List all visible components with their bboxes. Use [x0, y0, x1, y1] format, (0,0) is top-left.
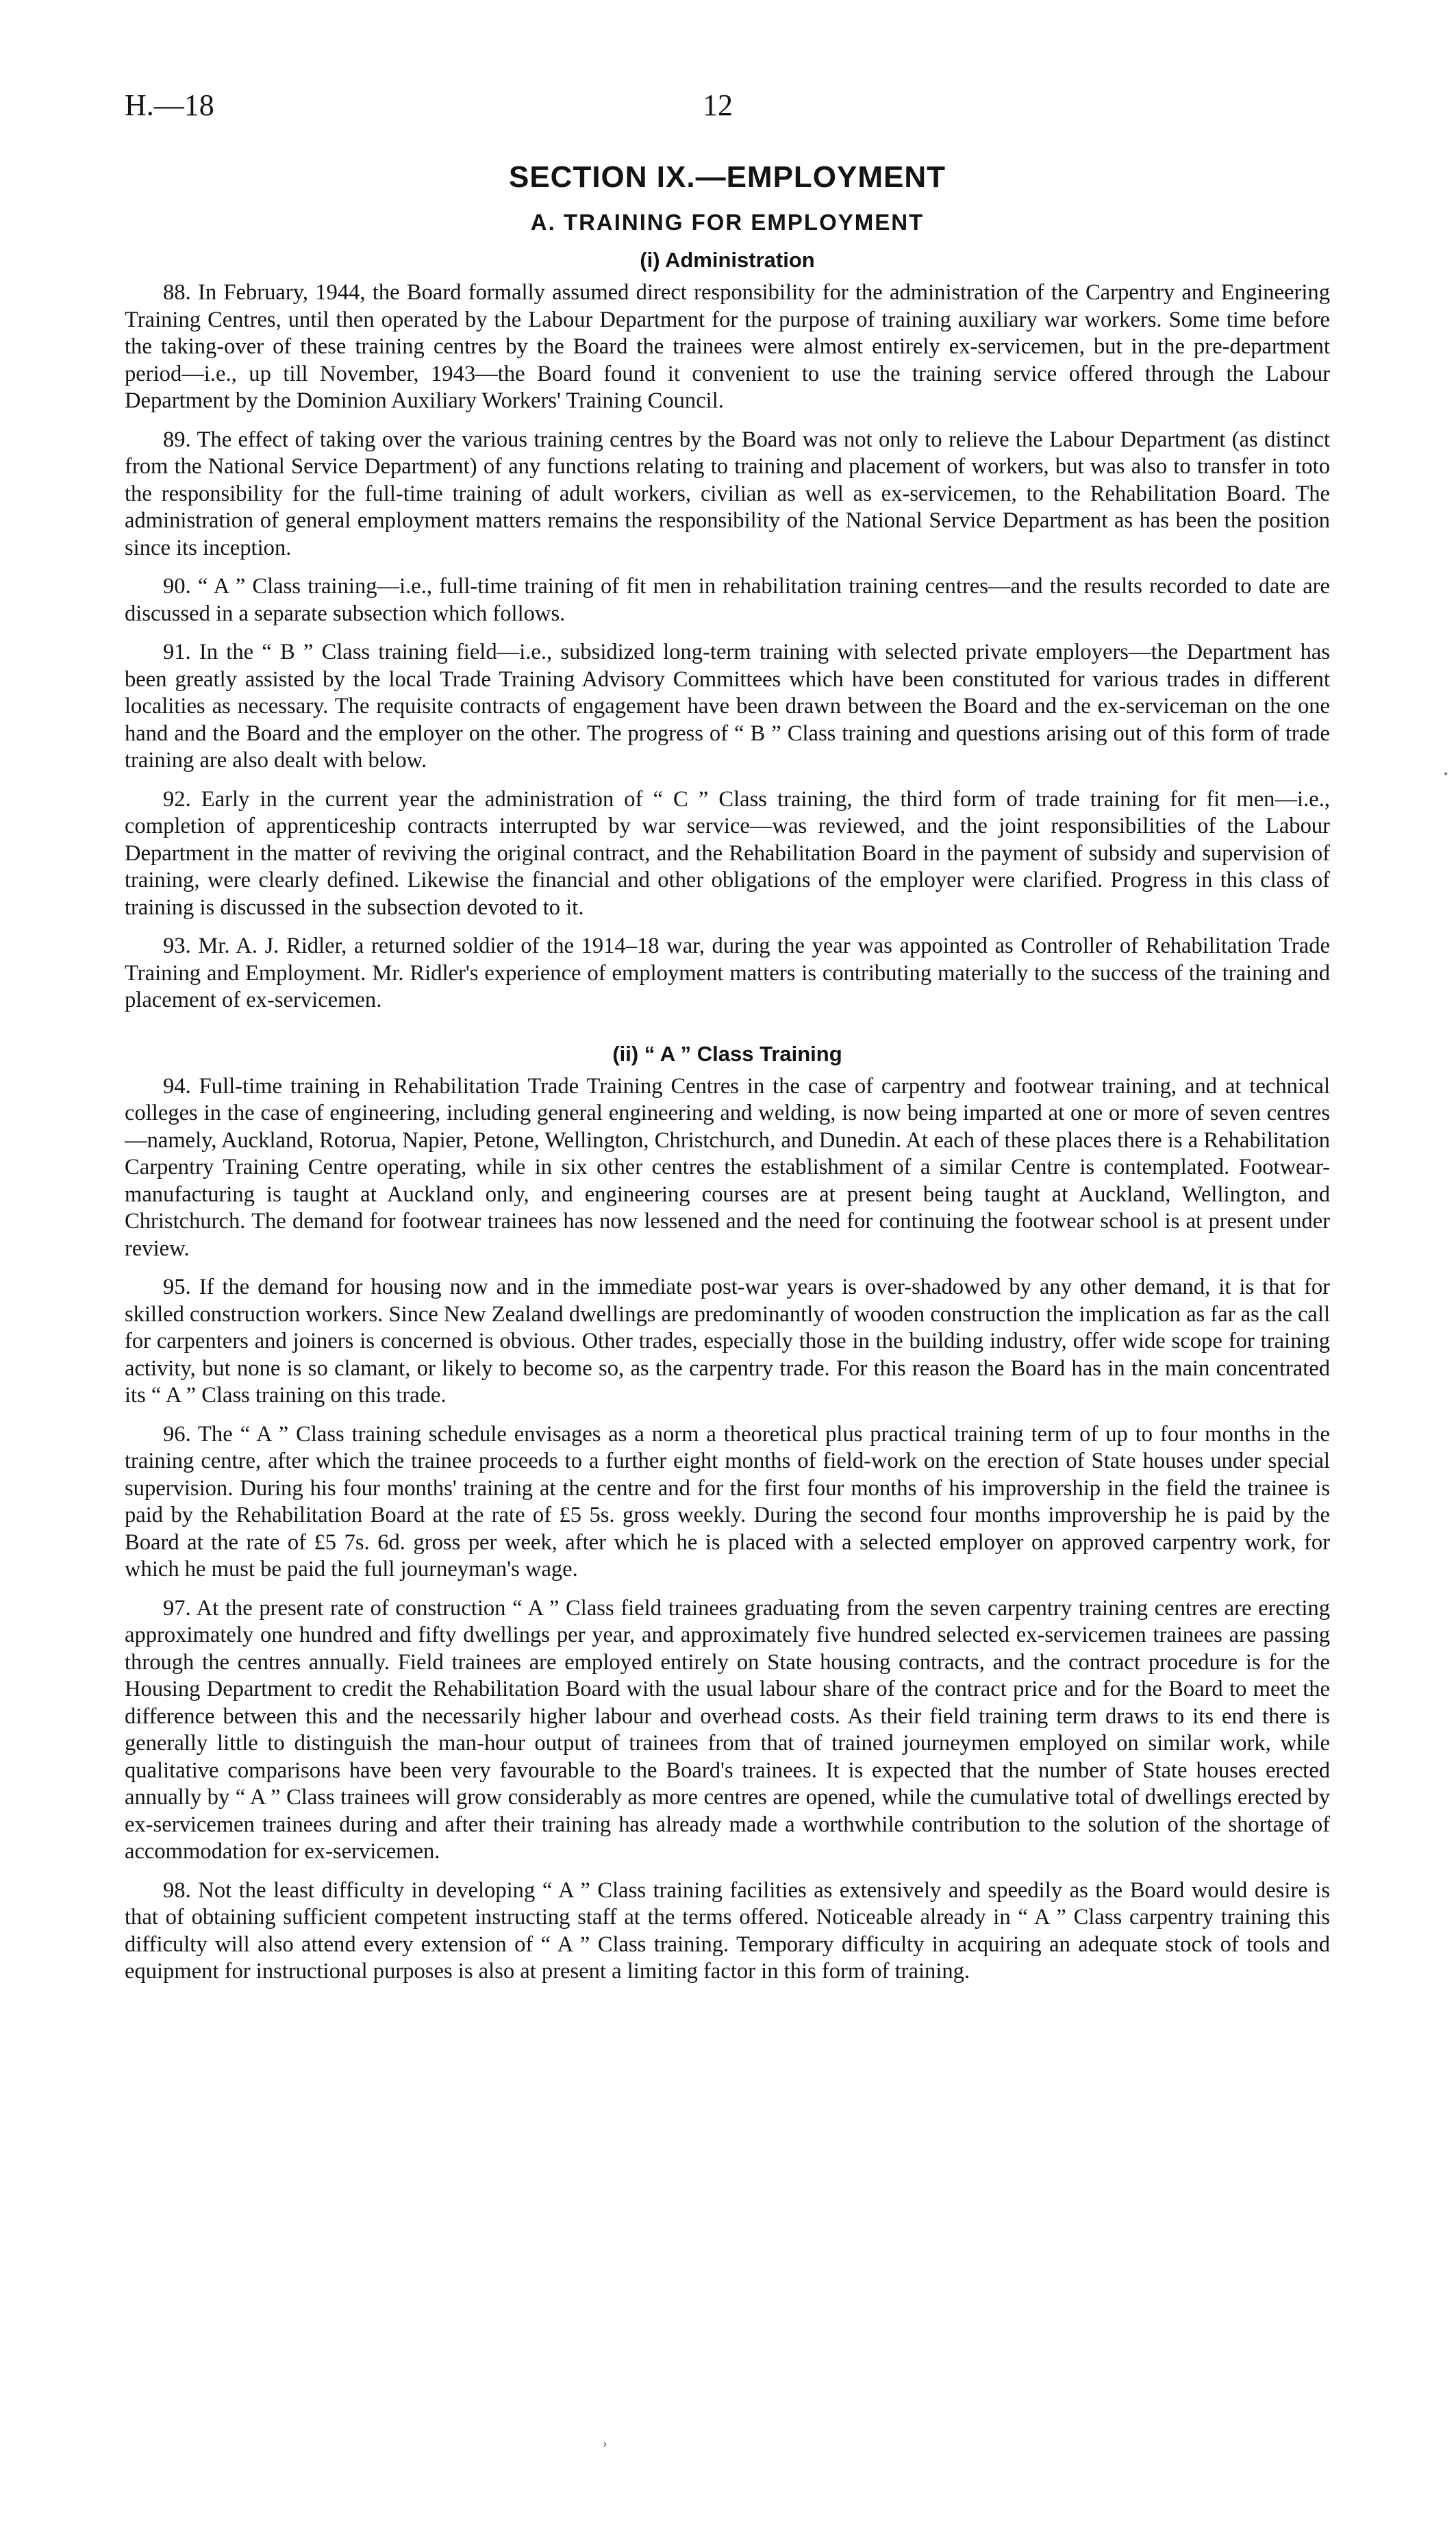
paragraph-89: 89. The effect of taking over the various training centres by the Board was not only to relieve the Labour Department (as distinct from the National Service Department) of any functions relating to training and placement of workers, but was also to transfer in toto the responsibility for the full-time training of adult workers, civilian as well as ex-servicemen, to the Rehabilitation Board. The administration of general employment matters remains the responsibility of the National Service Department as has been the position since its inception.: [125, 427, 1330, 560]
paragraph-93: 93. Mr. A. J. Ridler, a returned soldier of the 1914–18 war, during the year was appointed as Controller of Rehabilitation Trade Training and Employment. Mr. Ridler's experience of employment matters is contributing materially to the success of the training and placement of ex-servicemen.: [125, 934, 1330, 1012]
paragraph-96: 96. The “ A ” Class training schedule envisages as a norm a theoretical plus practical training term of up to four months in the training centre, after which the trainee proceeds to a further eight months of field-work on the erection of State houses under special supervision. During his four months' training at the centre and for the first four months of his improvership in the field the trainee is paid by the Rehabilitation Board at the rate of £5 5s. gross weekly. During the second four months improvership he is paid by the Board at the rate of £5 7s. 6d. gross per week, after which he is placed with a selected employer on approved carpentry work, for which he must be paid the full journeyman's wage.: [125, 1421, 1330, 1582]
page-number: 12: [703, 88, 733, 122]
document-page: [125, 88, 1330, 1997]
subsection-a-class-training: [125, 1042, 1330, 1986]
margin-mark: •: [1444, 767, 1448, 781]
section-subtitle: A. TRAINING FOR EMPLOYMENT: [530, 210, 925, 235]
subsection-heading: (ii) “ A ” Class Training: [612, 1041, 842, 1066]
paragraph-88: 88. In February, 1944, the Board formally assumed direct responsibility for the administration of the Carpentry and Engineering Training Centres, until then operated by the Labour Department for the purpose of training auxiliary war workers. Some time before the taking-over of these training centres by the Board the trainees were almost entirely ex-servicemen, but in the pre-department period—i.e., up till November, 1943—the Board found it convenient to use the training service offered through the Labour Department by the Dominion Auxiliary Workers' Training Council.: [125, 280, 1330, 413]
paragraph-97: 97. At the present rate of construction “ A ” Class field trainees graduating from the seven carpentry training centres are erecting approximately one hundred and fifty dwellings per year, and approximately five hundred selected ex-servicemen trainees are passing through the centres annually. Field trainees are employed entirely on State housing contracts, and the contract procedure is for the Housing Department to credit the Rehabilitation Board with the usual labour share of the contract price and for the Board to meet the difference between this and the necessarily higher labour and overhead costs. As their field training term draws to its end there is generally little to distinguish the man-hour output of trainees from that of trained journeymen employed on similar work, while qualitative comparisons have been very favourable to the Board's trainees. It is expected that the number of State houses erected annually by “ A ” Class trainees will grow considerably as more centres are opened, while the cumulative total of dwellings erected by ex-servicemen trainees during and after their training has already made a worthwhile contribution to the solution of the shortage of accommodation for ex-servicemen.: [125, 1595, 1330, 1864]
paragraph-95: 95. If the demand for housing now and in the immediate post-war years is over-shadowed by any other demand, it is that for skilled construction workers. Since New Zealand dwellings are predominantly of wooden construction the implication as far as the call for carpenters and joiners is concerned is obvious. Other trades, especially those in the building industry, offer wide scope for training activity, but none is so clamant, or likely to become so, as the carpentry trade. For this reason the Board has in the main concentrated its “ A ” Class training on this trade.: [125, 1275, 1330, 1408]
document-reference: H.—18: [125, 88, 214, 122]
paragraph-90: 90. “ A ” Class training—i.e., full-time training of fit men in rehabilitation training centres—and the results recorded to date are discussed in a separate subsection which follows.: [125, 574, 1330, 626]
paragraph-94: 94. Full-time training in Rehabilitation Trade Training Centres in the case of carpentry and footwear training, and at technical colleges in the case of engineering, including general engineering and welding, is now being imparted at one or more of seven centres—namely, Auckland, Rotorua, Napier, Petone, Wellington, Christchurch, and Dunedin. At each of these places there is a Rehabilitation Carpentry Training Centre operating, while in six other centres the establishment of a similar Centre is contemplated. Footwear-manufacturing is taught at Auckland only, and engineering courses are at present being taught at Auckland, Wellington, and Christchurch. The demand for footwear trainees has now lessened and the need for continuing the footwear school is at present under review.: [125, 1073, 1330, 1261]
paragraph-91: 91. In the “ B ” Class training field—i.e., subsidized long-term training with selected private employers—the Department has been greatly assisted by the local Trade Training Advisory Committees which have been constituted for various trades in different localities as necessary. The requisite contracts of engagement have been drawn between the Board and the ex-serviceman on the one hand and the Board and the employer on the other. The progress of “ B ” Class training and questions arising out of this form of trade training are also dealt with below.: [125, 640, 1330, 773]
running-header: [125, 88, 1330, 137]
paragraph-98: 98. Not the least difficulty in developing “ A ” Class training facilities as extensively and speedily as the Board would desire is that of obtaining sufficient competent instructing staff at the terms offered. Noticeable already in “ A ” Class carpentry training this difficulty will also attend every extension of “ A ” Class training. Temporary difficulty in acquiring an adequate stock of tools and equipment for instructional purposes is also at present a limiting factor in this form of training.: [125, 1877, 1330, 1984]
subsection-administration: [125, 248, 1330, 1014]
subsection-heading: (i) Administration: [640, 248, 815, 272]
footer-mark: ›: [603, 2436, 607, 2451]
paragraph-92: 92. Early in the current year the administration of “ C ” Class training, the third form of trade training for fit men—i.e., completion of apprenticeship contracts interrupted by war service—was reviewed, and the joint responsibilities of the Labour Department in the matter of reviving the original contract, and the Rehabilitation Board in the payment of subsidy and supervision of training, were clearly defined. Likewise the financial and other obligations of the employer were clarified. Progress in this class of training is discussed in the subsection devoted to it.: [125, 786, 1330, 920]
section-title: SECTION IX.—EMPLOYMENT: [508, 160, 946, 194]
